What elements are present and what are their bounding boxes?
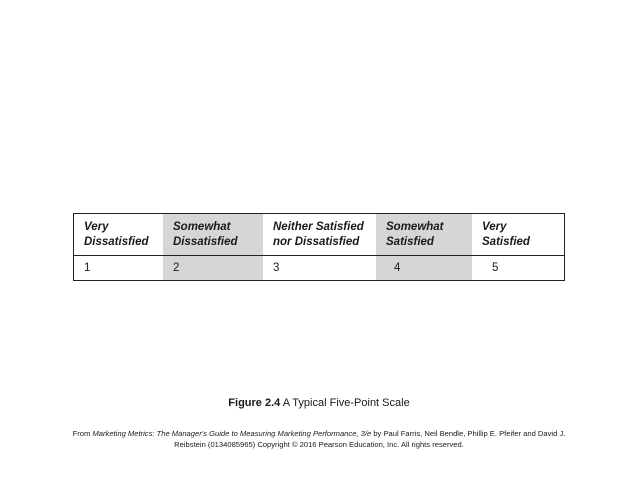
figure-title: A Typical Five-Point Scale	[282, 397, 410, 409]
citation-prefix: From	[72, 429, 93, 438]
scale-header-cell	[263, 214, 376, 255]
scale-header-row	[74, 214, 564, 256]
scale-value-cell: 5	[492, 262, 499, 274]
header-line: Very	[84, 221, 109, 233]
scale-values-row	[74, 256, 564, 280]
header-line: Dissatisfied	[84, 236, 149, 248]
five-point-scale-table	[73, 213, 565, 281]
header-line: Satisfied	[482, 236, 530, 248]
source-citation	[55, 428, 583, 450]
scale-value-cell: 1	[84, 262, 91, 274]
header-line: Satisfied	[386, 236, 434, 248]
figure-number: Figure 2.4	[228, 397, 281, 409]
header-line: Somewhat	[386, 221, 444, 233]
scale-value-cell: 3	[273, 262, 280, 274]
book-title: Marketing Metrics: The Manager's Guide to Measuring Marketing Performance, 3/e	[92, 429, 372, 438]
scale-header-cell	[163, 214, 263, 255]
scale-header-cell	[472, 214, 564, 255]
scale-value-cell: 4	[376, 256, 472, 280]
citation-line1-rest: by Paul Farris, Neil Bendle, Phillip E. Pfeifer and David J.	[371, 429, 566, 438]
scale-value-cell: 2	[163, 256, 263, 280]
scale-header-cell	[376, 214, 472, 255]
figure-caption	[0, 397, 638, 409]
header-line: Neither Satisfied	[273, 221, 364, 233]
citation-line2: Reibstein (0134085965) Copyright © 2016 Pearson Education, Inc. All rights reserved.	[174, 440, 464, 449]
header-line: Dissatisfied	[173, 236, 238, 248]
scale-header-cell	[74, 214, 163, 255]
header-line: Somewhat	[173, 221, 231, 233]
header-line: Very	[482, 221, 507, 233]
header-line: nor Dissatisfied	[273, 236, 360, 248]
